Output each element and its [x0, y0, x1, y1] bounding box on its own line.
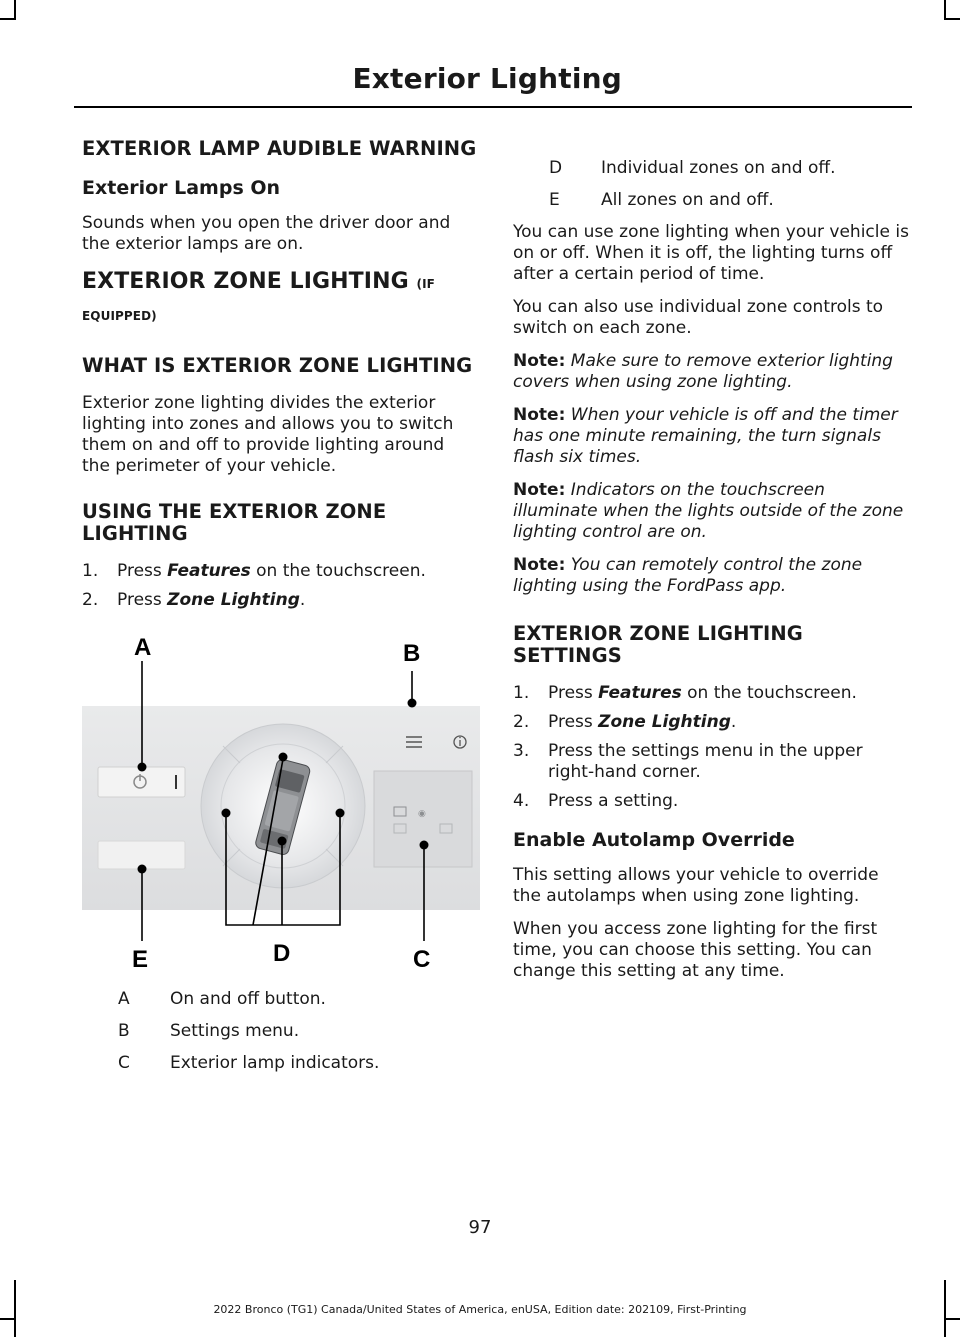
lamps-on-heading: Exterior Lamps On: [82, 177, 281, 199]
note-label: Note:: [513, 480, 566, 500]
edition-info: 2022 Bronco (TG1) Canada/United States of America, enUSA, Edition date: 202109, First-Printing: [213, 1303, 747, 1316]
left-column: [82, 138, 477, 1085]
callout-label-d: D: [273, 940, 291, 967]
legend-row: [82, 989, 477, 1010]
step-emphasis: Features: [167, 561, 251, 581]
note: [513, 480, 909, 543]
note-text: When your vehicle is off and the timer has one minute remaining, the turn signals flash six times.: [513, 405, 898, 467]
step-text: Press: [548, 712, 599, 732]
legend-text: Individual zones on and off.: [601, 158, 836, 178]
note-text: Make sure to remove exterior lighting covers when using zone lighting.: [513, 351, 893, 392]
note-text: You can remotely control the zone lighting using the FordPass app.: [513, 555, 863, 596]
crop-mark: [944, 1318, 960, 1320]
legend-row: [82, 1021, 477, 1042]
crop-mark: [0, 1318, 16, 1320]
right-column: [513, 158, 909, 994]
legend-key: A: [118, 989, 130, 1009]
step-text: on the touchscreen.: [250, 561, 426, 581]
legend-key: B: [118, 1021, 130, 1041]
lamp-icon: ◉: [418, 809, 426, 819]
autolamp-heading: Enable Autolamp Override: [513, 829, 795, 851]
using-heading: USING THE EXTERIOR ZONE LIGHTING: [82, 500, 387, 545]
callout-label-b: B: [403, 640, 421, 667]
note-label: Note:: [513, 555, 566, 575]
zone-lighting-diagram: [82, 621, 480, 981]
note-label: Note:: [513, 405, 566, 425]
legend-text: All zones on and off.: [601, 190, 774, 210]
note: [513, 555, 909, 597]
step-number: 2.: [513, 712, 530, 732]
legend-key: D: [549, 158, 563, 178]
step-text: .: [730, 712, 737, 732]
note-text: Indicators on the touchscreen illuminate when the lights outside of the zone lighting control are on.: [513, 480, 904, 542]
list-item: [513, 683, 909, 704]
step-emphasis: Zone Lighting: [167, 590, 300, 610]
step-number: 1.: [513, 683, 530, 703]
lamps-on-text: Sounds when you open the driver door and the exterior lamps are on.: [82, 213, 451, 254]
callout-label-c: C: [413, 946, 431, 973]
settings-steps: [513, 683, 909, 812]
legend-row: [82, 1053, 477, 1074]
list-item: [82, 590, 477, 611]
list-item: [513, 712, 909, 733]
zone-lighting-heading: [82, 267, 477, 331]
step-text: Press a setting.: [548, 791, 679, 811]
legend-key: C: [118, 1053, 130, 1073]
note: [513, 405, 909, 468]
step-emphasis: Zone Lighting: [598, 712, 731, 732]
using-steps: [82, 561, 477, 611]
step-emphasis: Features: [598, 683, 682, 703]
page-number: 97: [468, 1217, 492, 1238]
legend-row: [513, 190, 909, 211]
callout-label-e: E: [132, 946, 149, 973]
step-number: 2.: [82, 590, 99, 610]
legend-text: Exterior lamp indicators.: [170, 1053, 380, 1073]
step-text: on the touchscreen.: [681, 683, 857, 703]
list-item: [513, 741, 909, 783]
step-text: .: [299, 590, 306, 610]
legend-text: On and off button.: [170, 989, 326, 1009]
crop-mark: [14, 0, 16, 20]
list-item: [82, 561, 477, 582]
autolamp-text: This setting allows your vehicle to override the autolamps when using zone lighting.: [513, 865, 879, 906]
page-title: Exterior Lighting: [352, 62, 622, 95]
legend-row: [513, 158, 909, 179]
legend-text: Settings menu.: [170, 1021, 300, 1041]
zone-lighting-figure: [82, 621, 480, 981]
step-text: Press the settings menu in the upper right-hand corner.: [548, 741, 863, 782]
page-header: [74, 58, 912, 108]
lamp-indicator-panel: [374, 771, 472, 867]
if-equipped-label: (IF EQUIPPED): [82, 277, 435, 323]
step-text: Press: [117, 590, 168, 610]
list-item: [513, 791, 909, 812]
zone-lighting-title: EXTERIOR ZONE LIGHTING: [82, 269, 409, 294]
audible-warning-heading: EXTERIOR LAMP AUDIBLE WARNING: [82, 137, 477, 160]
what-is-heading: WHAT IS EXTERIOR ZONE LIGHTING: [82, 354, 473, 377]
step-number: 4.: [513, 791, 530, 811]
figure-legend-left: [82, 989, 477, 1074]
on-off-button[interactable]: [98, 767, 185, 797]
note: [513, 351, 909, 393]
note-label: Note:: [513, 351, 566, 371]
crop-mark: [944, 0, 946, 20]
callout-label-a: A: [134, 634, 152, 661]
figure-legend-right: [513, 158, 909, 211]
what-is-text: Exterior zone lighting divides the exterior lighting into zones and allows you to switch them on and off to provide lighting around the perimeter of your vehicle.: [82, 393, 454, 476]
autolamp-text-2: When you access zone lighting for the first time, you can choose this setting. You can change this setting at any time.: [513, 919, 878, 981]
crop-mark: [944, 18, 960, 20]
header-rule: [74, 106, 912, 108]
step-number: 1.: [82, 561, 99, 581]
crop-mark: [0, 18, 16, 20]
usage-paragraph: You can use zone lighting when your vehicle is on or off. When it is off, the lighting turns off after a certain period of time.: [513, 222, 909, 284]
step-text: Press: [548, 683, 599, 703]
step-number: 3.: [513, 741, 530, 761]
info-icon-dot: [459, 737, 461, 739]
step-text: Press: [117, 561, 168, 581]
individual-controls-paragraph: You can also use individual zone controls to switch on each zone.: [513, 297, 884, 338]
settings-heading: EXTERIOR ZONE LIGHTING SETTINGS: [513, 622, 803, 667]
legend-key: E: [549, 190, 560, 210]
